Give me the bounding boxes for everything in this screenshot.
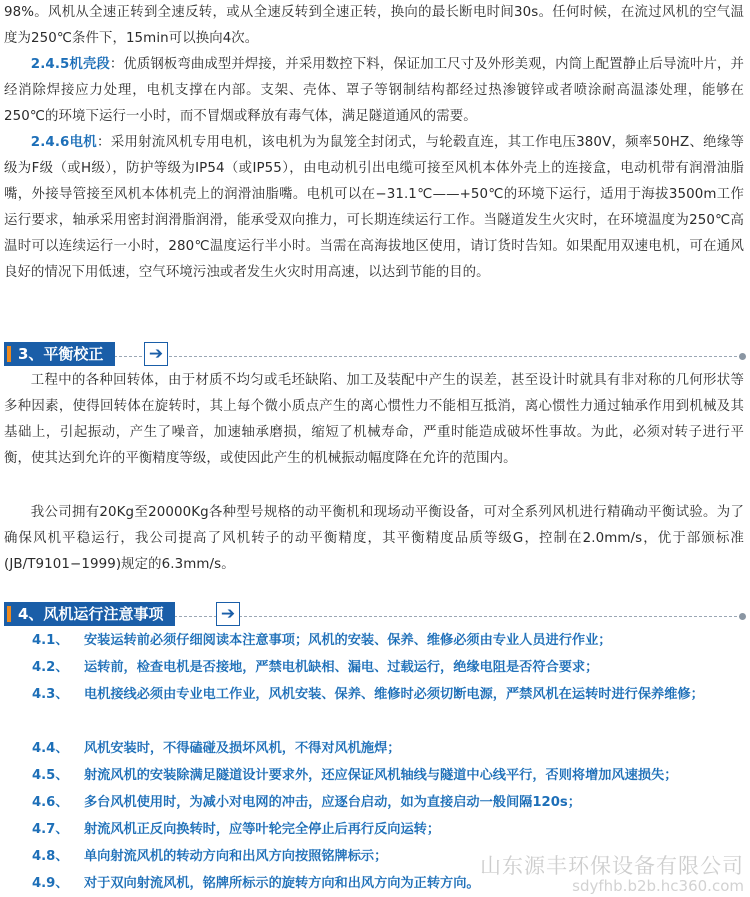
section-4-title: 4、风机运行注意事项 <box>4 602 175 626</box>
notice-item: 4.8、 单向射流风机的转动方向和出风方向按照铭牌标示； <box>32 849 388 864</box>
section-3-title: 3、平衡校正 <box>4 342 115 366</box>
divider-end-dot <box>739 613 746 620</box>
notice-item: 4.5、 射流风机的安装除满足隧道设计要求外，还应保证风机轴线与隧道中心线平行，否则将增加风速损失； <box>32 768 678 783</box>
notice-item: 4.7、 射流风机正反向换转时，应等叶轮完全停止后再行反向运转； <box>32 822 441 837</box>
section-2-4-6-text: ：采用射流风机专用电机，该电机为为鼠笼全封闭式，与轮毂直连，其工作电压380V，频率50HZ、绝缘等级为F级（或H级），防护等级为IP54（或IP55），由电动机引出电缆可接至风机本体外壳上的连接盒，电动机带有润滑油脂嘴，外接导管接至风机本体机壳上的润滑油脂嘴。电机可以在−31.1℃——+50℃的环境下运行，适用于海拔3500m工作运行要求，轴承采用密封润滑脂润滑，能承受双向推力，可长期连续运行工作。当隧道发生火灾时，在环境温度为250℃高温时可以连续运行一小时，280℃温度运行半小时。当需在高海拔地区使用，请订货时告知。如果配用双速电机，可在通风良好的情况下用低速，空气环境污浊或者发生火灾时用高速，以达到节能的目的。 <box>4 135 745 280</box>
notice-item: 4.1、 安装运转前必须仔细阅读本注意事项；风机的安装、保养、维修必须由专业人员进行作业； <box>32 633 612 648</box>
intro-paragraph: 98%。风机从全速正转到全速反转，或从全速反转到全速正转，换向的最长断电时间30s。任何时候，在流过风机的空气温度为250℃条件下，15min可以换向4次。 <box>4 5 744 46</box>
arrow-right-icon: ➔ <box>144 342 168 366</box>
section-2-4-6-paragraph <box>4 130 744 286</box>
section-3-heading <box>4 334 746 364</box>
section-2-4-5-paragraph <box>4 52 744 130</box>
section-3-paragraph-2: 我公司拥有20Kg至20000Kg各种型号规格的动平衡机和现场动平衡设备，可对全系列风机进行精确动平衡试验。为了确保风机平稳运行，我公司提高了风机转子的动平衡精度，其平衡精度品质等级G，控制在2.0mm/s，优于部颁标准(JB/T9101−1999)规定的6.3mm/s。 <box>4 505 744 572</box>
section-2-4-6-label: 2.4.6电机 <box>30 135 98 150</box>
section-2-4-5-label: 2.4.5机壳段 <box>30 57 110 72</box>
section-2-4-5-text: ：优质钢板弯曲成型并焊接，并采用数控下料，保证加工尺寸及外形美观，内筒上配置静止后导流叶片，并经消除焊接应力处理，电机支撑在内部。支架、壳体、罩子等钢制结构都经过热渗镀锌或者喷涂耐高温漆处理，能够在250℃的环境下运行一小时，而不冒烟或释放有毒气体，满足隧道通风的需要。 <box>4 57 744 124</box>
notice-item: 4.2、 运转前，检查电机是否接地，严禁电机缺相、漏电、过载运行，绝缘电阻是否符合要求； <box>32 660 599 675</box>
section-3-paragraph-1: 工程中的各种回转体，由于材质不均匀或毛坯缺陷、加工及装配中产生的误差，甚至设计时就具有非对称的几何形状等多种因素，使得回转体在旋转时，其上每个微小质点产生的离心惯性力不能相互抵消，离心惯性力通过轴承作用到机械及其基础上，引起振动，产生了噪音，加速轴承磨损，缩短了机械寿命，严重时能造成破坏性事故。为此，必须对转子进行平衡，使其达到允许的平衡精度等级，或使因此产生的机械振动幅度降在允许的范围内。 <box>4 373 744 466</box>
watermark-company: 山东源丰环保设备有限公司 <box>480 854 744 878</box>
arrow-right-icon: ➔ <box>216 602 240 626</box>
notice-item: 4.6、 多台风机使用时，为减小对电网的冲击，应逐台启动，如为直接启动一般间隔120s； <box>32 795 581 810</box>
notice-item: 4.9、 对于双向射流风机，铭牌所标示的旋转方向和出风方向为正转方向。 <box>32 876 480 891</box>
divider-end-dot <box>739 353 746 360</box>
notice-item: 4.4、 风机安装时，不得磕碰及损坏风机，不得对风机施焊； <box>32 741 401 756</box>
watermark-url: sdyfhb.b2b.hc360.com <box>572 877 744 895</box>
notice-item: 4.3、 电机接线必须由专业电工作业，风机安装、保养、维修时必须切断电源，严禁风机在运转时进行保养维修； <box>32 687 704 702</box>
section-4-heading <box>4 594 746 624</box>
